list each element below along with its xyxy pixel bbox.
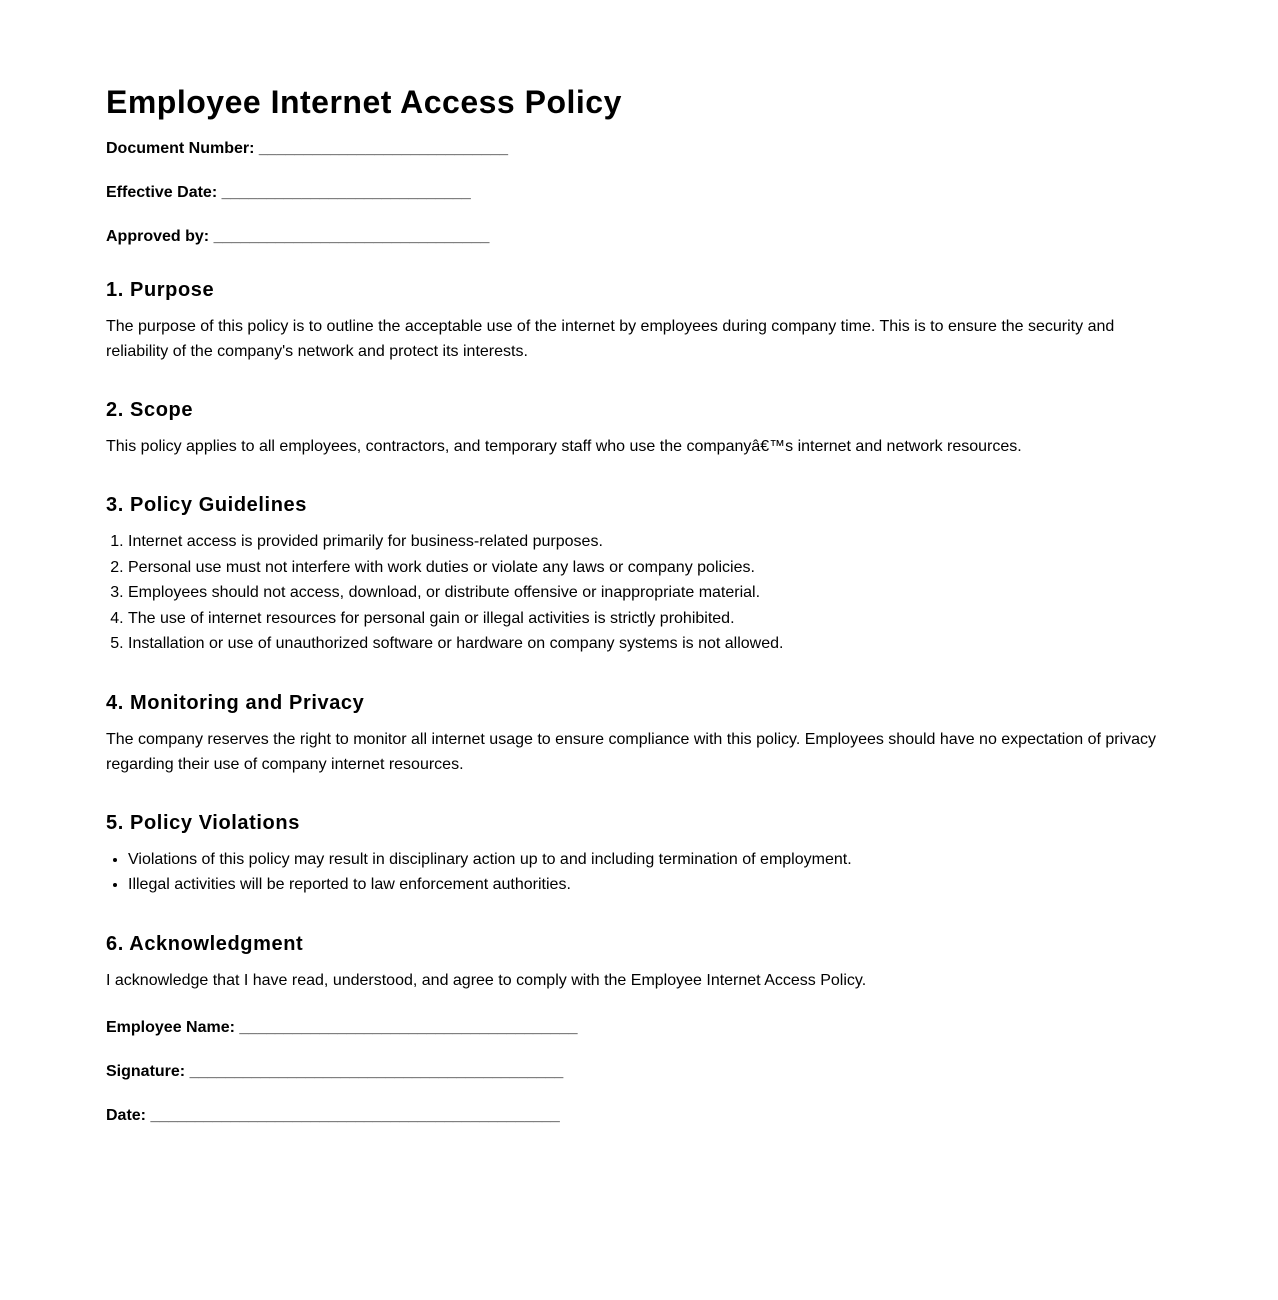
- section-paragraph: The company reserves the right to monitor all internet usage to ensure compliance with this policy. Employees should have no expectation of privacy regarding their use of company internet resources.: [106, 730, 1157, 773]
- effective-date-blank: ____________________________: [221, 184, 471, 201]
- field-label: Date:: [106, 1106, 147, 1124]
- section-scope: [106, 398, 1172, 459]
- document-number-field: [106, 140, 1172, 184]
- signature-blank: __________________________________________: [189, 1062, 564, 1080]
- section-heading: 2. Scope: [106, 399, 194, 421]
- field-label: Signature:: [106, 1062, 186, 1080]
- section-heading: 4. Monitoring and Privacy: [106, 691, 365, 714]
- section-heading: 5. Policy Violations: [106, 811, 300, 834]
- list-item: 3. Employees should not access, download, or distribute offensive or inappropriate material.: [128, 580, 1172, 606]
- section-heading: 3. Policy Guidelines: [106, 494, 307, 516]
- section-paragraph: I acknowledge that I have read, understood, and agree to comply with the Employee Internet Access Policy.: [106, 971, 867, 989]
- section-acknowledgment: [106, 932, 1172, 993]
- section-heading: 6. Acknowledgment: [106, 932, 304, 955]
- field-label: Employee Name:: [106, 1018, 235, 1036]
- document-number-blank: ____________________________: [258, 140, 509, 157]
- employee-name-field: [106, 1019, 1172, 1063]
- approved-by-field: [106, 228, 1172, 272]
- field-label: Effective Date:: [106, 184, 218, 201]
- header-fields: [106, 140, 1172, 272]
- field-label: Approved by:: [106, 228, 210, 245]
- section-paragraph: The purpose of this policy is to outline the acceptable use of the internet by employees during company time. This is to ensure the security and reliability of the company's network and protect its interests.: [106, 318, 1115, 360]
- list-item: 1. Internet access is provided primarily for business-related purposes.: [128, 529, 1172, 555]
- section-monitoring-privacy: [106, 691, 1172, 777]
- effective-date-field: [106, 184, 1172, 228]
- guidelines-list: [106, 529, 1172, 657]
- field-label: Document Number:: [106, 140, 255, 157]
- section-paragraph: This policy applies to all employees, contractors, and temporary staff who use the companyâ€™s internet and network resources.: [106, 438, 1022, 455]
- section-heading: 1. Purpose: [106, 279, 215, 301]
- list-item: 2. Personal use must not interfere with work duties or violate any laws or company policies.: [128, 555, 1172, 581]
- employee-name-blank: ______________________________________: [239, 1018, 578, 1036]
- list-item: • Illegal activities will be reported to law enforcement authorities.: [128, 872, 1172, 898]
- violations-list: [106, 847, 1172, 898]
- document-title: Employee Internet Access Policy: [106, 84, 622, 120]
- section-policy-guidelines: [106, 493, 1172, 657]
- signature-field: [106, 1063, 1172, 1107]
- section-purpose: [106, 278, 1172, 364]
- date-field: [106, 1107, 1172, 1151]
- list-item: • Violations of this policy may result in disciplinary action up to and including termination of employment.: [128, 847, 1172, 873]
- date-blank: ______________________________________________: [150, 1106, 560, 1124]
- section-policy-violations: [106, 811, 1172, 898]
- signoff-fields: [106, 1019, 1172, 1151]
- list-item: 4. The use of internet resources for personal gain or illegal activities is strictly prohibited.: [128, 606, 1172, 632]
- approved-by-blank: _______________________________: [213, 228, 490, 245]
- list-item: 5. Installation or use of unauthorized software or hardware on company systems is not allowed.: [128, 631, 1172, 657]
